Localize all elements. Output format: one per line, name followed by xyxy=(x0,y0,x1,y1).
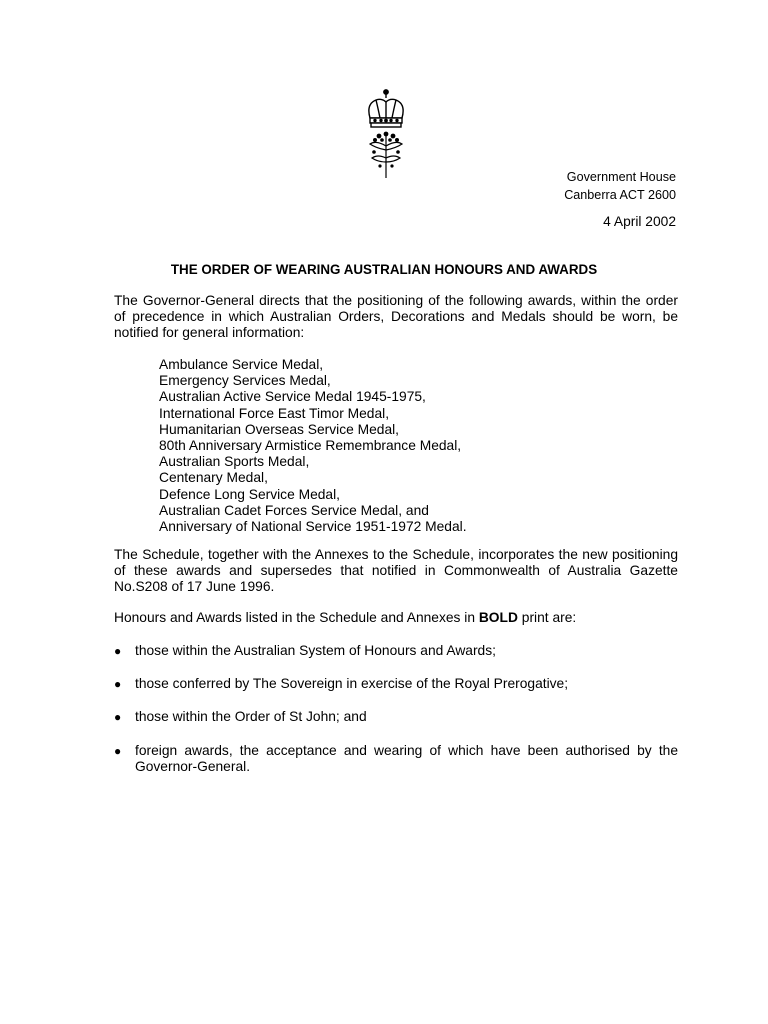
list-item: International Force East Timor Medal, xyxy=(159,405,390,421)
address-line: Government House xyxy=(566,170,676,184)
bullet-text: those conferred by The Sovereign in exercise of the Royal Prerogative; xyxy=(135,676,569,692)
bullet-text: foreign awards, the acceptance and wearing of which have been authorised by the Governor-General. xyxy=(135,742,678,774)
address-line: Canberra ACT 2600 xyxy=(564,188,676,202)
sender-address xyxy=(564,168,676,204)
list-item: Australian Sports Medal, xyxy=(159,454,310,470)
list-item: Defence Long Service Medal, xyxy=(159,486,340,502)
bullet-list xyxy=(114,643,678,775)
bullet-text: those within the Order of St John; and xyxy=(135,709,367,725)
list-item: Australian Cadet Forces Service Medal, and xyxy=(159,502,429,518)
intro-paragraph: The Governor-General directs that the positioning of the following awards, within the order of precedence in which Australian Orders, Decorations and Medals should be worn, be notified for general information: xyxy=(114,293,678,341)
bold-intro-paragraph xyxy=(114,610,678,626)
document-title: THE ORDER OF WEARING AUSTRALIAN HONOURS AND AWARDS xyxy=(170,262,598,277)
bullet-dot-icon: ● xyxy=(114,677,122,692)
list-item: Emergency Services Medal, xyxy=(159,373,331,389)
list-item: 80th Anniversary Armistice Remembrance Medal, xyxy=(159,438,462,454)
list-item: Anniversary of National Service 1951-1972 Medal. xyxy=(159,519,467,535)
bullet-text: those within the Australian System of Honours and Awards; xyxy=(135,643,496,658)
bullet-dot-icon: ● xyxy=(114,644,122,658)
bullet-dot-icon: ● xyxy=(114,743,122,758)
list-item: Ambulance Service Medal, xyxy=(159,357,324,372)
list-item: Australian Active Service Medal 1945-1975, xyxy=(159,389,426,405)
list-item: Humanitarian Overseas Service Medal, xyxy=(159,421,400,437)
list-item xyxy=(114,676,678,692)
medal-list xyxy=(159,357,467,535)
bold-intro-before: Honours and Awards listed in the Schedule and Annexes in xyxy=(114,610,479,625)
letter-date: 4 April 2002 xyxy=(603,214,676,229)
crown-crest-icon xyxy=(360,88,412,180)
list-item xyxy=(114,743,678,775)
bullet-dot-icon: ● xyxy=(114,710,122,725)
list-item xyxy=(114,709,678,725)
bold-intro-after: print are: xyxy=(517,610,577,625)
list-item: Centenary Medal, xyxy=(159,470,268,486)
list-item xyxy=(114,643,678,659)
bold-word: BOLD xyxy=(478,610,518,625)
schedule-paragraph: The Schedule, together with the Annexes to the Schedule, incorporates the new positioning of these awards and supersedes that notified in Commonwealth of Australia Gazette No.S208 of 17 June 1996. xyxy=(114,547,678,595)
